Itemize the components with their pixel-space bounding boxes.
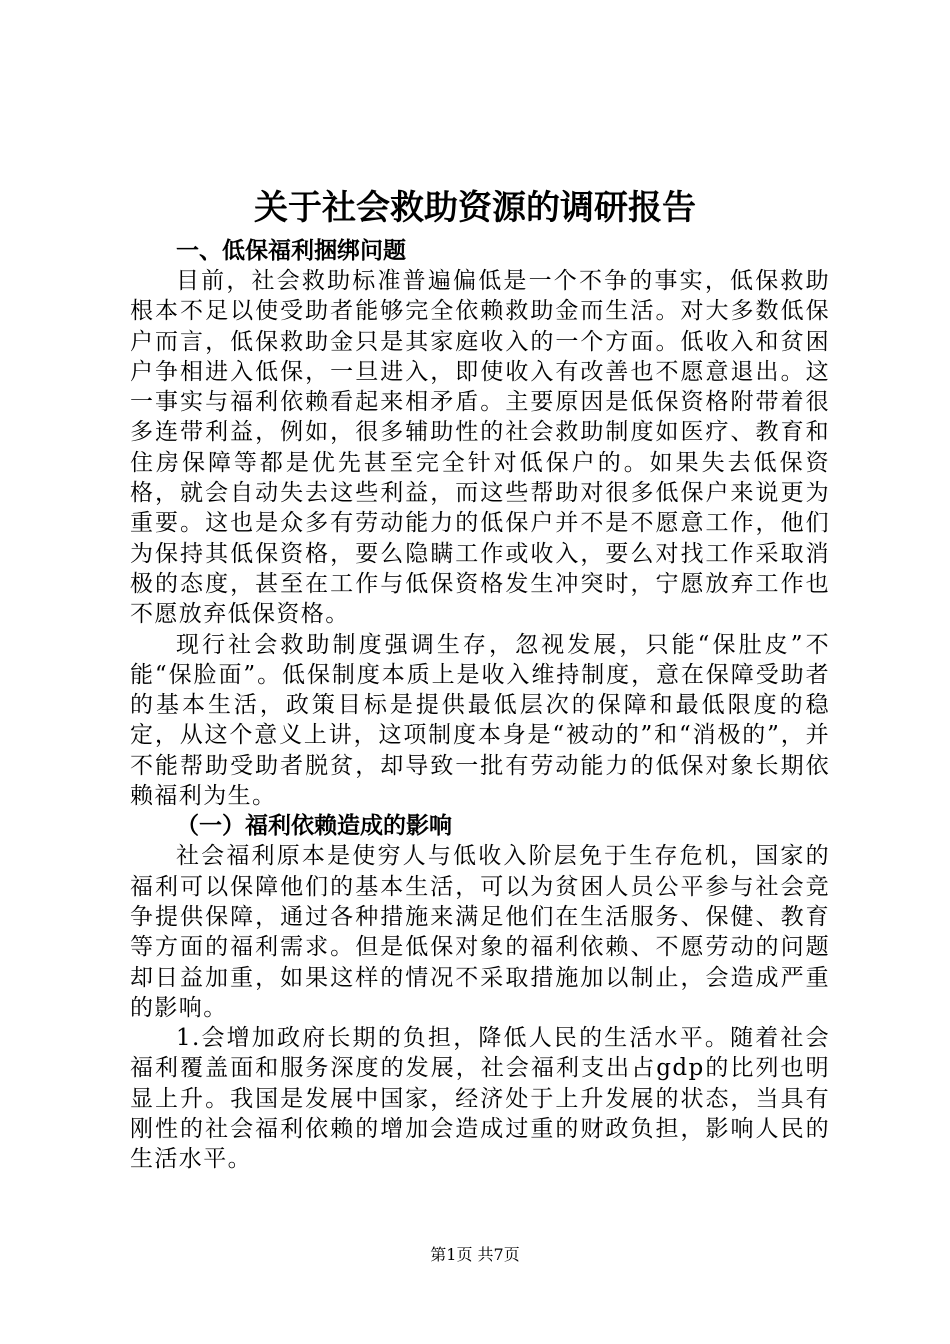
page-footer: 第1页 共7页 <box>430 1245 520 1264</box>
body-paragraph: 现行社会救助制度强调生存，忽视发展，只能“保肚皮”不能“保脸面”。低保制度本质上是收入维持制度，意在保障受助者的基本生活，政策目标是提供最低层次的保障和最低限度的稳定，从这个意义上讲，这项制度本身是“被动的”和“消极的”，并不能帮助受助者脱贫，却导致一批有劳动能力的低保对象长期依赖福利为生。 <box>130 631 830 810</box>
body-paragraph: 1.会增加政府长期的负担，降低人民的生活水平。随着社会福利覆盖面和服务深度的发展，社会福利支出占gdp的比列也明显上升。我国是发展中国家，经济处于上升发展的状态，当具有刚性的社会福利依赖的增加会造成过重的财政负担，影响人民的生活水平。 <box>130 1025 830 1173</box>
section-heading: 一、低保福利捆绑问题 <box>176 238 406 264</box>
body-paragraph: 社会福利原本是使穷人与低收入阶层免于生存危机，国家的福利可以保障他们的基本生活，可以为贫困人员公平参与社会竞争提供保障，通过各种措施来满足他们在生活服务、保健、教育等方面的福利需求。但是低保对象的福利依赖、不愿劳动的问题却日益加重，如果这样的情况不采取措施加以制止，会造成严重的影响。 <box>130 843 830 1021</box>
subsection-heading: （一）福利依赖造成的影响 <box>176 813 452 840</box>
body-paragraph: 目前，社会救助标准普遍偏低是一个不争的事实，低保救助根本不足以使受助者能够完全依赖救助金而生活。对大多数低保户而言，低保救助金只是其家庭收入的一个方面。低收入和贫困户争相进入低保，一旦进入，即使收入有改善也不愿意退出。这一事实与福利依赖看起来相矛盾。主要原因是低保资格附带着很多连带利益，例如，很多辅助性的社会救助制度如医疗、教育和住房保障等都是优先甚至完全针对低保户的。如果失去低保资格，就会自动失去这些利益，而这些帮助对很多低保户来说更为重要。这也是众多有劳动能力的低保户并不是不愿意工作，他们为保持其低保资格，要么隐瞒工作或收入，要么对找工作采取消极的态度，甚至在工作与低保资格发生冲突时，宁愿放弃工作也不愿放弃低保资格。 <box>130 268 830 628</box>
document-body <box>130 236 830 1175</box>
document-title: 关于社会救助资源的调研报告 <box>254 188 696 228</box>
